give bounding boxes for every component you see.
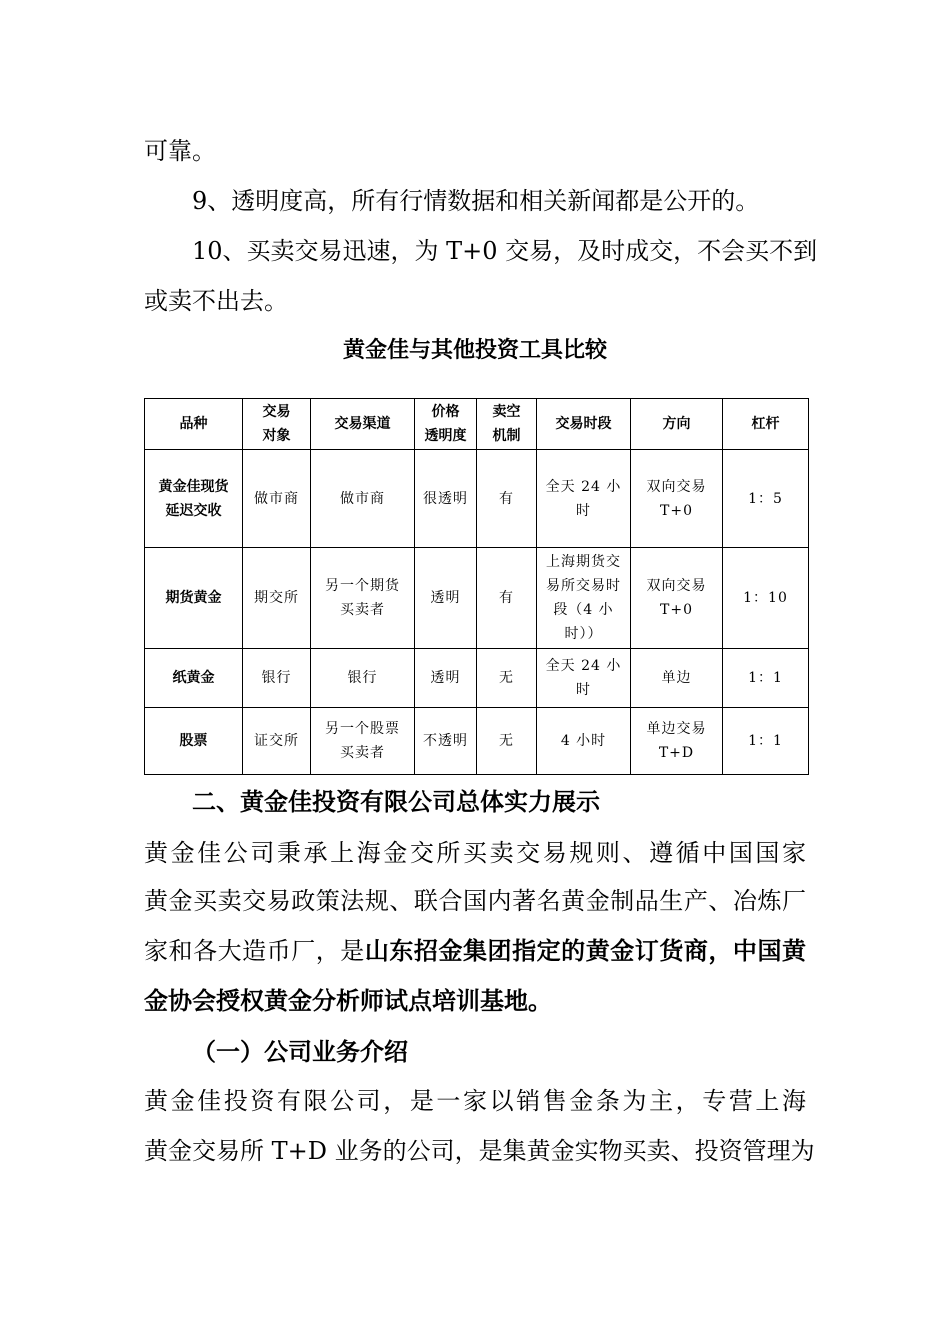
cell-text: 延迟交收: [165, 502, 222, 519]
table-cell-variety: [145, 708, 243, 775]
cell-text: 期交所: [254, 590, 299, 606]
table-header-cell: [723, 399, 809, 450]
cell-text: 全天 24 小时: [545, 658, 622, 698]
table-header-cell: [631, 399, 723, 450]
header-text: 交易渠道: [334, 416, 391, 432]
table-row: [145, 450, 809, 548]
table-header-cell: [243, 399, 311, 450]
cell-text: 有: [499, 590, 514, 606]
table-cell-transparency: [415, 708, 477, 775]
table-cell-hours: [537, 708, 631, 775]
cell-text: T+D: [658, 745, 695, 761]
table-cell-variety: [145, 649, 243, 708]
table-cell-counterparty: [243, 649, 311, 708]
cell-text: 全天 24 小时: [545, 478, 622, 519]
header-text: 透明度: [424, 428, 467, 444]
cell-text: 买卖者: [340, 602, 385, 618]
cell-text: 透明: [430, 590, 461, 606]
cell-text: 双向交易: [646, 478, 707, 495]
cell-text: 买卖者: [340, 745, 385, 761]
table-cell-hours: [537, 450, 631, 548]
cell-text: 无: [499, 733, 514, 749]
cell-text: 无: [499, 670, 514, 686]
para1-line-4: 金协会授权黄金分析师试点培训基地。: [144, 987, 552, 1015]
section-heading: 二、黄金佳投资有限公司总体实力展示: [192, 788, 600, 816]
header-text: 机制: [492, 428, 521, 444]
table-cell-direction: [631, 450, 723, 548]
cell-text: 银行: [347, 670, 378, 686]
cell-text: 透明: [430, 670, 461, 686]
table-header-cell: [537, 399, 631, 450]
cell-text: 双向交易: [646, 578, 707, 594]
para1-line-2: 黄金买卖交易政策法规、联合国内著名黄金制品生产、冶炼厂: [144, 887, 806, 915]
table-cell-hours: [537, 649, 631, 708]
cell-text: 有: [499, 490, 514, 507]
table-cell-counterparty: [243, 548, 311, 649]
cell-text: 做市商: [340, 490, 385, 507]
table-row: [145, 708, 809, 775]
table-cell-hours: [537, 548, 631, 649]
cell-text: 纸黄金: [172, 670, 215, 686]
header-text: 方向: [662, 416, 691, 432]
header-text: 价格: [431, 404, 460, 420]
table-cell-variety: [145, 548, 243, 649]
cell-text: 股票: [179, 733, 208, 749]
table-cell-leverage: [723, 649, 809, 708]
cell-text: 1：1: [748, 733, 783, 749]
header-text: 交易: [262, 404, 291, 420]
table-cell-channel: [311, 649, 415, 708]
cell-text: 证交所: [254, 733, 299, 749]
header-text: 杠杆: [751, 416, 780, 432]
table-cell-counterparty: [243, 450, 311, 548]
cell-text: 很透明: [423, 490, 468, 507]
cell-text: 做市商: [254, 490, 299, 507]
table-header-cell: [311, 399, 415, 450]
cell-text: T+0: [660, 502, 693, 519]
para1-line-1: 黄金佳公司秉承上海金交所买卖交易规则、遵循中国国家: [144, 839, 806, 867]
cell-text: 不透明: [423, 733, 468, 749]
cell-text: T+0: [660, 602, 693, 618]
header-text: 交易时段: [555, 416, 612, 432]
table-cell-short: [477, 708, 537, 775]
sub-heading: （一）公司业务介绍: [192, 1038, 408, 1066]
para1-line-3: [144, 936, 806, 966]
para1-line-3-plain: 家和各大造币厂，是: [144, 937, 365, 965]
cell-text: 单边交易: [646, 721, 707, 737]
table-cell-short: [477, 649, 537, 708]
header-text: 对象: [262, 428, 291, 444]
table-row: [145, 649, 809, 708]
cell-text: 期货黄金: [165, 590, 222, 606]
table-cell-channel: [311, 708, 415, 775]
cell-text: 1：1: [748, 670, 783, 686]
table-cell-variety: [145, 450, 243, 548]
cell-text: 易所交易时: [546, 578, 621, 594]
table-header-row: [145, 399, 809, 450]
table-title: 黄金佳与其他投资工具比较: [342, 338, 607, 363]
table-cell-transparency: [415, 649, 477, 708]
table-cell-direction: [631, 649, 723, 708]
table-cell-transparency: [415, 450, 477, 548]
table-header-cell: [477, 399, 537, 450]
intro-point-9: 9、透明度高，所有行情数据和相关新闻都是公开的。: [192, 187, 760, 215]
table-cell-channel: [311, 450, 415, 548]
para2-line-1: 黄金佳投资有限公司，是一家以销售金条为主，专营上海: [144, 1087, 806, 1115]
table-cell-channel: [311, 548, 415, 649]
header-text: 卖空: [492, 404, 521, 420]
cell-text: 1：10: [743, 590, 788, 606]
intro-line-1: 可靠。: [144, 137, 216, 165]
table-body: [145, 450, 809, 775]
table-cell-direction: [631, 548, 723, 649]
intro-point-10: 10、买卖交易迅速，为 T+0 交易，及时成交，不会买不到: [192, 237, 818, 265]
cell-text: 另一个股票: [325, 721, 400, 737]
cell-text: 1：5: [748, 490, 783, 507]
cell-text: 银行: [261, 670, 292, 686]
cell-text: 时））: [564, 626, 603, 642]
table-cell-short: [477, 450, 537, 548]
table-header-cell: [415, 399, 477, 450]
table-row: [145, 548, 809, 649]
comparison-table: [144, 398, 809, 775]
header-text: 品种: [179, 416, 208, 432]
table-header-cell: [145, 399, 243, 450]
table-cell-leverage: [723, 450, 809, 548]
table-cell-counterparty: [243, 708, 311, 775]
cell-text: 另一个期货: [325, 578, 400, 594]
para2-line-2: 黄金交易所 T+D 业务的公司，是集黄金实物买卖、投资管理为: [144, 1137, 815, 1165]
cell-text: 黄金佳现货: [158, 478, 229, 495]
table-cell-direction: [631, 708, 723, 775]
cell-text: 单边: [661, 670, 692, 686]
intro-point-10-cont: 或卖不出去。: [144, 287, 288, 315]
table-cell-leverage: [723, 708, 809, 775]
para1-line-3-bold: 山东招金集团指定的黄金订货商，中国黄: [364, 937, 807, 965]
cell-text: 上海期货交: [546, 554, 621, 570]
table-cell-short: [477, 548, 537, 649]
cell-text: 段（4 小: [553, 602, 614, 618]
cell-text: 4 小时: [560, 733, 607, 749]
table-cell-leverage: [723, 548, 809, 649]
table-cell-transparency: [415, 548, 477, 649]
